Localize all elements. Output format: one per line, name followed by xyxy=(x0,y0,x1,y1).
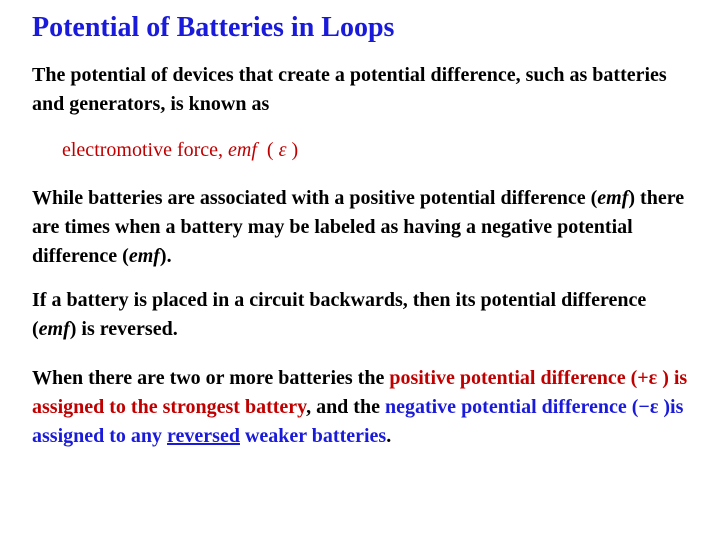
emf-paren-close: ) xyxy=(286,139,299,161)
p2-text-a: While batteries are associated with a positive potential difference ( xyxy=(32,187,598,209)
p4-text-b: , and the xyxy=(306,396,385,418)
p3-text-b: ) is reversed. xyxy=(69,318,178,340)
p4-text-a: When there are two or more batteries the xyxy=(32,367,390,389)
emf-term-abbr: emf xyxy=(228,139,257,161)
p4-positive-highlight: positive potential difference (+ε ) is assigned to the strongest battery xyxy=(32,367,688,418)
paragraph-negative-emf xyxy=(32,184,692,271)
p4-negative-highlight: negative potential difference (−ε )is assigned to any xyxy=(32,396,684,447)
p4-reversed-underlined: reversed xyxy=(167,425,240,447)
p2-emf-1: emf xyxy=(597,187,629,209)
p2-text-c: ). xyxy=(159,245,172,267)
p4-text-c: . xyxy=(386,425,392,447)
slide-title: Potential of Batteries in Loops xyxy=(32,12,395,43)
p4-weaker-batteries: weaker batteries xyxy=(239,425,387,447)
paragraph-reversed-battery xyxy=(32,286,692,344)
p3-text-a: If a battery is placed in a circuit backwards, then its potential difference ( xyxy=(32,289,647,340)
paragraph-emf-definition: The potential of devices that create a potential difference, such as batteries and generators, is known as xyxy=(32,64,667,115)
emf-symbol: ε xyxy=(278,139,287,161)
emf-paren-open: ( xyxy=(256,139,279,161)
emf-term-text: electromotive force, xyxy=(62,139,229,161)
p2-text-b: ) there are times when a battery may be labeled as having a negative potential difference ( xyxy=(32,187,685,267)
paragraph-multiple-batteries xyxy=(32,364,692,451)
p2-emf-2: emf xyxy=(128,245,160,267)
emf-term xyxy=(62,139,298,162)
p3-emf: emf xyxy=(38,318,70,340)
